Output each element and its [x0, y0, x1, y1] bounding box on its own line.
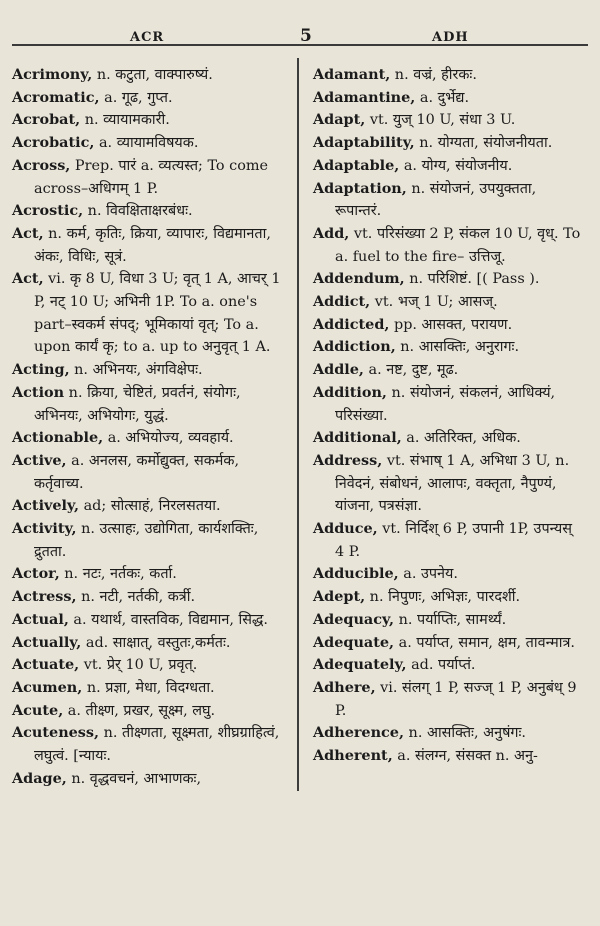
- dictionary-entry: [12, 200, 289, 223]
- headword: Adamant,: [313, 66, 391, 83]
- headword: Acrobat,: [12, 111, 81, 129]
- headword: Acumen,: [12, 678, 83, 696]
- headword: Acrobatic,: [12, 134, 95, 152]
- dictionary-entry: [313, 632, 584, 655]
- dictionary-entry: [12, 563, 289, 586]
- definition: n. अभिनयः, अंगविक्षेपः.: [69, 362, 203, 379]
- dictionary-entry: [12, 223, 289, 268]
- definition: n. उत्साहः, उद्योगिता, कार्यशक्तिः, द्रुतता.: [34, 521, 259, 560]
- headword: Acrostic,: [12, 202, 84, 220]
- definition: a. योग्य, संयोजनीय.: [399, 157, 513, 174]
- definition: vt. निर्दिश् 6 P, उपानी 1P, उपन्यस् 4 P.: [335, 521, 572, 560]
- dictionary-entry: [12, 768, 289, 791]
- headword: Adherent,: [313, 747, 393, 765]
- dictionary-entry: [313, 518, 584, 563]
- dictionary-entry: [12, 654, 289, 677]
- headword: Acuteness,: [12, 724, 100, 742]
- left-guide-word: ACR: [130, 30, 165, 45]
- headword: Actionable,: [12, 429, 104, 447]
- headword: Adept,: [313, 588, 366, 606]
- headword: Adaptation,: [313, 179, 407, 197]
- dictionary-entry: [313, 155, 584, 178]
- headword: Acting,: [12, 361, 70, 379]
- dictionary-entry: [313, 336, 584, 359]
- definition: vt. प्रेर् 10 U, प्रवृत्.: [79, 657, 198, 674]
- headword: Actively,: [12, 497, 80, 515]
- headword: Adaptable,: [313, 156, 400, 174]
- dictionary-entry: [313, 745, 584, 768]
- headword: Addict,: [313, 293, 371, 311]
- definition: a. दुर्भेद्य.: [415, 89, 470, 106]
- dictionary-entry: [313, 314, 584, 337]
- headword: Acromatic,: [12, 88, 100, 106]
- definition: n. आसक्तिः, अनुरागः.: [395, 339, 520, 356]
- headword: Addition,: [313, 383, 387, 401]
- dictionary-entry: [12, 132, 289, 155]
- headword: Actually,: [12, 633, 82, 651]
- dictionary-entry: [313, 132, 584, 155]
- dictionary-entry: [313, 223, 584, 268]
- definition: n. योग्यता, संयोजनीयता.: [414, 135, 553, 152]
- definition: n. संयोजनं, संकलनं, आधिक्यं, परिसंख्या.: [335, 384, 556, 424]
- dictionary-entry: [12, 64, 289, 87]
- left-column: [12, 64, 295, 791]
- headword: Active,: [12, 451, 67, 469]
- headword: Actor,: [12, 565, 60, 583]
- page-number: 5: [300, 26, 312, 46]
- headword: Address,: [313, 451, 383, 469]
- definition: a. संलग्न, संसक्त n. अनु-: [392, 748, 538, 765]
- headword: Adamantine,: [313, 88, 416, 106]
- headword: Addiction,: [313, 338, 396, 356]
- definition: vt. भज् 1 U; आसज्.: [370, 294, 498, 311]
- headword: Adhere,: [313, 678, 376, 696]
- definition: n. विवक्षिताक्षरबंधः.: [83, 203, 193, 220]
- dictionary-entry: [12, 382, 289, 427]
- column-divider: [297, 58, 299, 791]
- dictionary-entry: [12, 518, 289, 563]
- headword: Activity,: [12, 520, 77, 538]
- dictionary-entry: [313, 654, 584, 677]
- dictionary-entry: [313, 64, 584, 87]
- headword: Adapt,: [313, 111, 366, 129]
- dictionary-entry: [313, 450, 584, 518]
- dictionary-entry: [12, 495, 289, 518]
- dictionary-entry: [313, 722, 584, 745]
- headword: Acrimony,: [12, 66, 93, 83]
- dictionary-entry: [313, 359, 584, 382]
- headword: Adaptability,: [313, 134, 415, 152]
- dictionary-entry: [12, 359, 289, 382]
- dictionary-entry: [12, 722, 289, 767]
- dictionary-entry: [12, 450, 289, 495]
- definition: n. वृद्धवचनं, आभाणकः,: [66, 770, 202, 787]
- headword: Actual,: [12, 610, 69, 628]
- definition: a. व्यायामविषयक.: [94, 135, 199, 152]
- headword: Actuate,: [12, 656, 80, 674]
- definition: Prep. पारं a. व्यत्यस्त; To come across–अधिगम् 1 P.: [34, 157, 269, 197]
- definition: n. परिशिष्टं. [( Pass ).: [404, 271, 540, 288]
- headword: Act,: [12, 270, 44, 288]
- headword: Addendum,: [313, 270, 405, 288]
- dictionary-entry: [12, 609, 289, 632]
- definition: vt. युज् 10 U, संधा 3 U.: [365, 112, 516, 129]
- dictionary-entry: [12, 427, 289, 450]
- dictionary-entry: [313, 609, 584, 632]
- headword: Action: [12, 383, 65, 401]
- definition: ad. पर्याप्तं.: [406, 657, 476, 674]
- definition: n. नटः, नर्तकः, कर्ता.: [59, 566, 177, 583]
- dictionary-entry: [313, 291, 584, 314]
- definition: vt. परिसंख्या 2 P, संकल 10 U, वृध्. To a. fuel to the fire– उत्तिजू.: [335, 225, 581, 265]
- definition: a. नष्ट, दुष्ट, मूढ.: [363, 362, 459, 379]
- headword: Adequately,: [313, 656, 407, 674]
- definition: a. अभियोज्य, व्यवहार्य.: [103, 430, 234, 447]
- dictionary-entry: [12, 155, 289, 200]
- definition: a. पर्याप्त, समान, क्षम, तावन्मात्र.: [394, 634, 576, 651]
- dictionary-entry: [313, 178, 584, 223]
- definition: n. क्रिया, चेष्टितं, प्रवर्तनं, संयोगः, अभिनयः, अभियोगः, युद्धं.: [34, 384, 241, 424]
- definition: ad; सोत्साहं, निरलसतया.: [79, 498, 221, 515]
- definition: a. अतिरिक्त, अधिक.: [401, 430, 521, 447]
- definition: n. कर्म, कृतिः, क्रिया, व्यापारः, विद्यमानता, अंकः, विधिः, सूत्रं.: [34, 225, 271, 265]
- dictionary-entry: [12, 268, 289, 359]
- headword: Additional,: [313, 429, 402, 447]
- headword: Adequacy,: [313, 610, 394, 628]
- definition: a. उपनेय.: [398, 566, 458, 583]
- dictionary-entry: [313, 109, 584, 132]
- definition: n. पर्याप्तिः, सामर्थ्यं.: [394, 611, 507, 628]
- headword: Act,: [12, 224, 44, 242]
- definition: vt. संभाष् 1 A, अभिधा 3 U, n. निवेदनं, संबोधनं, आलापः, वक्तृता, नैपुण्यं, यांजना, पत्रसंज्ञा.: [335, 452, 570, 515]
- definition: n. व्यायामकारी.: [80, 112, 170, 129]
- headword: Actress,: [12, 588, 77, 606]
- definition: a. गूढ, गुप्त.: [99, 89, 173, 106]
- dictionary-entry: [313, 586, 584, 609]
- dictionary-entry: [12, 109, 289, 132]
- definition: a. अनलस, कर्मोद्युक्त, सकर्मक, कर्तृवाच्य.: [34, 452, 240, 492]
- dictionary-entry: [313, 677, 584, 722]
- dictionary-entry: [12, 632, 289, 655]
- headword: Addle,: [313, 361, 364, 379]
- definition: n. संयोजनं, उपयुक्तता, रूपान्तरं.: [335, 180, 537, 220]
- right-column: [301, 64, 584, 791]
- definition: ad. साक्षात्, वस्तुतः,कर्मतः.: [81, 634, 231, 651]
- headword: Adage,: [12, 769, 67, 787]
- dictionary-entry: [12, 700, 289, 723]
- dictionary-entry: [313, 268, 584, 291]
- headword: Addicted,: [313, 315, 390, 333]
- definition: n. कटुता, वाक्पारुष्यं.: [92, 67, 213, 83]
- headword: Adequate,: [313, 633, 395, 651]
- definition: n. आसक्तिः, अनुषंगः.: [403, 725, 526, 742]
- dictionary-entry: [12, 586, 289, 609]
- entry-columns: [12, 64, 588, 791]
- headword: Acute,: [12, 701, 64, 719]
- headword: Across,: [12, 156, 71, 174]
- right-guide-word: ADH: [432, 30, 469, 45]
- dictionary-entry: [313, 382, 584, 427]
- dictionary-entry: [12, 677, 289, 700]
- definition: vi. कृ 8 U, विधा 3 U; वृत् 1 A, आचर् 1 P, नट् 10 U; अभिनी 1P. To a. one's part–स्वकर्म संपद्; भूमिकायां वृत्; To a. upon कार्यं कृ; to a. up to अनुवृत् 1 A.: [34, 271, 281, 356]
- definition: n. तीक्ष्णता, सूक्ष्मता, शीघ्रग्राहित्वं, लघुत्वं. [न्यायः.: [34, 725, 280, 765]
- headword: Adherence,: [313, 724, 404, 742]
- dictionary-entry: [313, 87, 584, 110]
- dictionary-entry: [313, 563, 584, 586]
- definition: vi. संलग् 1 P, सज्ज् 1 P, अनुबंध् 9 P.: [335, 679, 577, 719]
- definition: n. वज्रं, हीरकः.: [390, 67, 477, 83]
- definition: a. तीक्ष्ण, प्रखर, सूक्ष्म, लघु.: [63, 702, 216, 719]
- definition: a. यथार्थ, वास्तविक, विद्यमान, सिद्ध.: [68, 611, 269, 628]
- headword: Add,: [313, 224, 350, 242]
- definition: n. नटी, नर्तकी, कर्त्री.: [76, 589, 196, 606]
- dictionary-entry: [12, 87, 289, 110]
- headword: Adducible,: [313, 565, 399, 583]
- dictionary-entry: [313, 427, 584, 450]
- definition: pp. आसक्त, परायण.: [389, 316, 513, 333]
- definition: n. निपुणः, अभिज्ञः, पारदर्शी.: [365, 589, 521, 606]
- definition: n. प्रज्ञा, मेधा, विदग्धता.: [82, 679, 215, 696]
- page-header: [12, 0, 588, 46]
- headword: Adduce,: [313, 520, 378, 538]
